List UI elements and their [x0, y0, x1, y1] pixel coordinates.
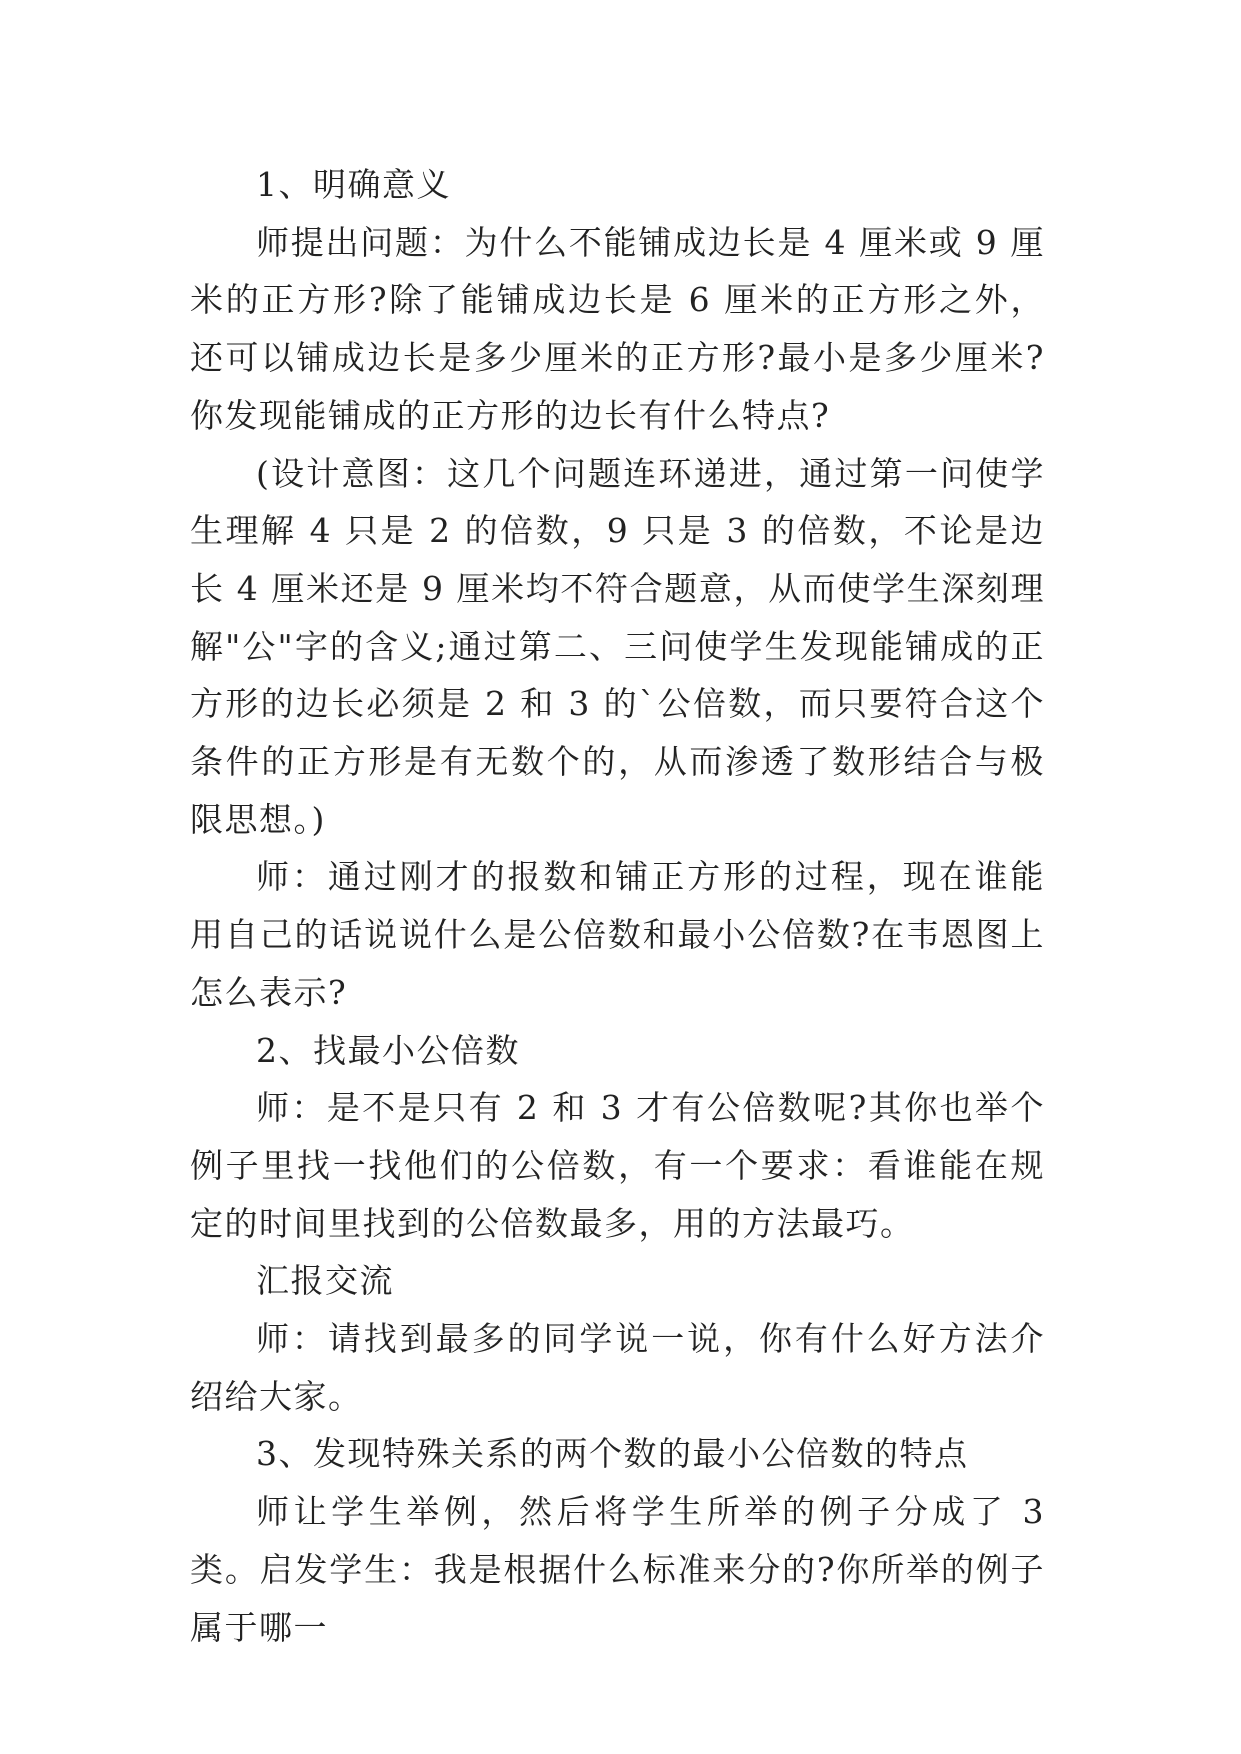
- heading-report-exchange: 汇报交流: [256, 1261, 394, 1301]
- paragraph-teacher-share: 师：请找到最多的同学说一说，你有什么好方法介绍给大家。: [190, 1319, 1045, 1416]
- heading-clarify-meaning: 1、明确意义: [256, 165, 451, 204]
- paragraph-teacher-examples: 师让学生举例，然后将学生所举的例子分成了 3 类。启发学生：我是根据什么标准来分的?你所举的例子属于哪一: [190, 1492, 1045, 1647]
- paragraph-teacher-task: 师：是不是只有 2 和 3 才有公倍数呢?其你也举个例子里找一找他们的公倍数，有一个要求：看谁能在规定的时间里找到的公倍数最多，用的方法最巧。: [190, 1088, 1045, 1243]
- heading-special-relation: 3、发现特殊关系的两个数的最小公倍数的特点: [256, 1434, 969, 1474]
- paragraph-teacher-summary: 师：通过刚才的报数和铺正方形的过程，现在谁能用自己的话说说什么是公倍数和最小公倍数?在韦恩图上怎么表示?: [190, 857, 1045, 1012]
- paragraph-design-intent: (设计意图：这几个问题连环递进，通过第一问使学生理解 4 只是 2 的倍数，9 只是 3 的倍数，不论是边长 4 厘米还是 9 厘米均不符合题意，从而使学生深刻理解"公"字的含义;通过第二、三问使学生发现能铺成的正方形的边长必须是 2 和 3 的`公倍数，而只要符合这个条件的正方形是有无数个的，从而渗透了数形结合与极限思想。): [190, 453, 1045, 839]
- document-body: [190, 156, 1045, 1656]
- heading-find-lcm: 2、找最小公倍数: [256, 1030, 520, 1070]
- paragraph-teacher-question: 师提出问题：为什么不能铺成边长是 4 厘米或 9 厘米的正方形?除了能铺成边长是 6 厘米的正方形之外，还可以铺成边长是多少厘米的正方形?最小是多少厘米?你发现能铺成的正方形的边长有什么特点?: [190, 222, 1045, 435]
